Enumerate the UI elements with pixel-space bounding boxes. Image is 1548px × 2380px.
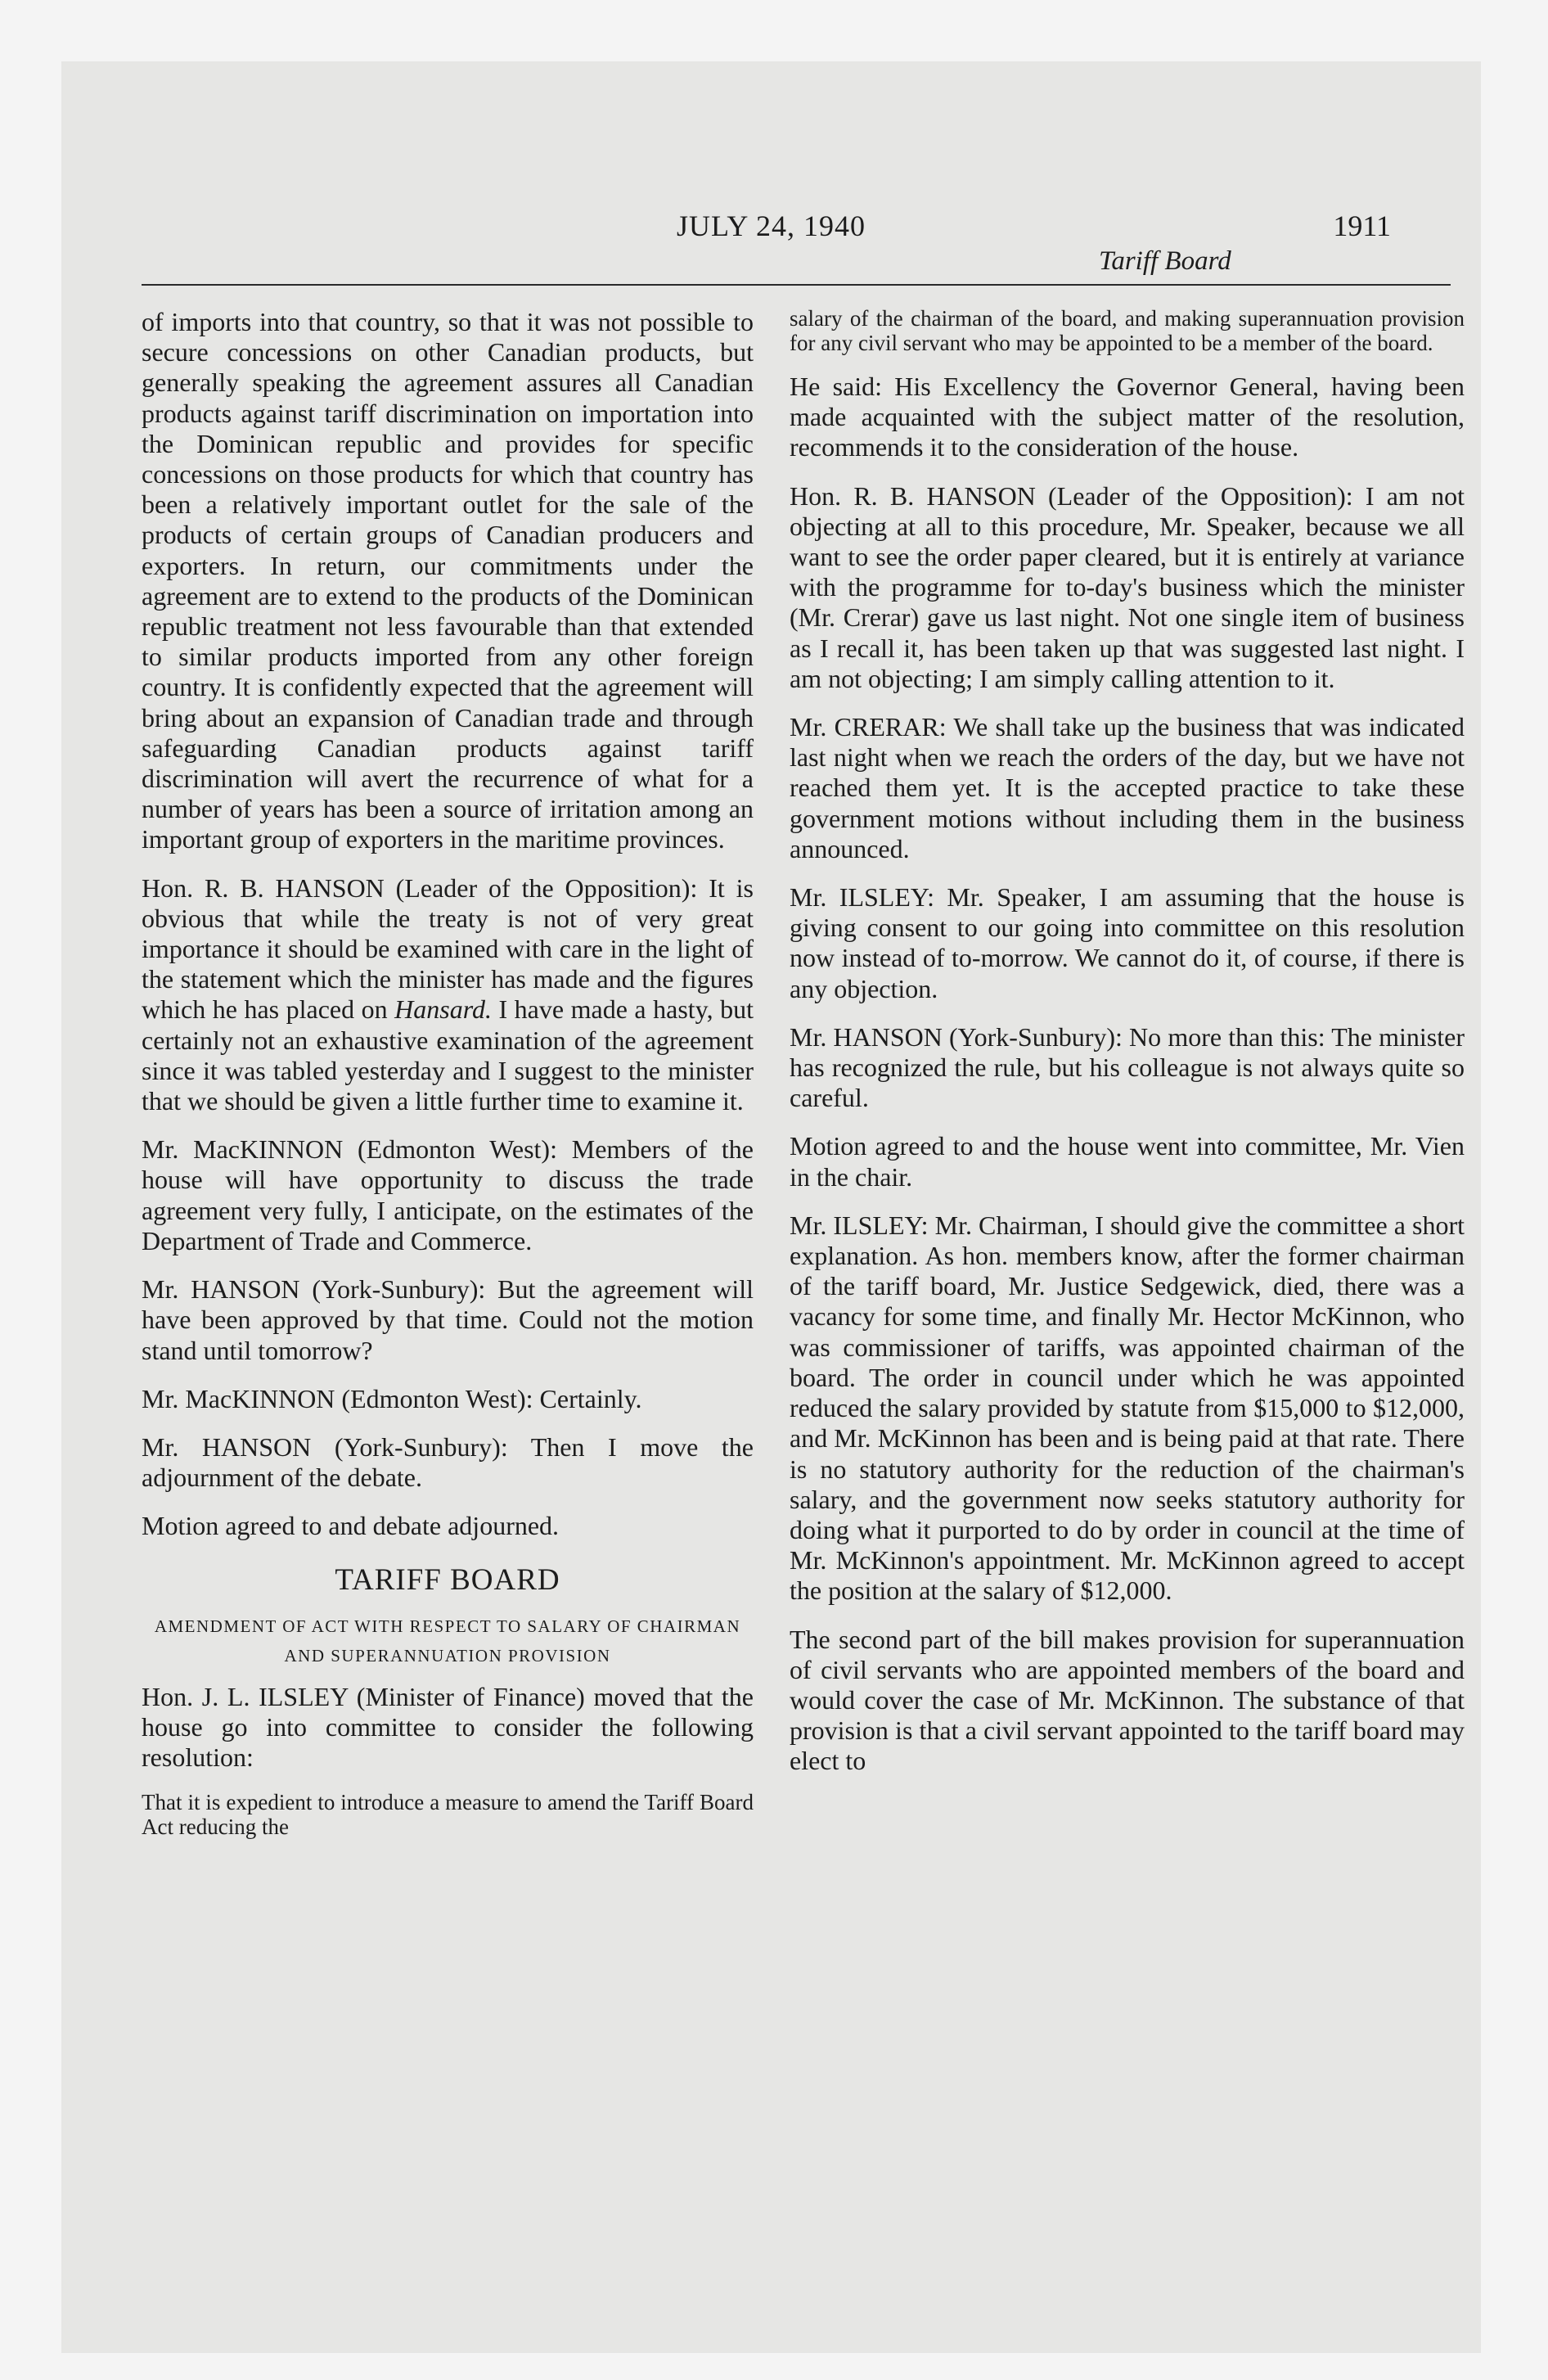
paragraph: He said: His Excellency the Governor General, having been made acquainted with the subject matter of the resolution, recommends it to the consideration of the house.: [790, 372, 1465, 462]
paragraph: Motion agreed to and debate adjourned.: [142, 1511, 560, 1541]
resolution-quote: That it is expedient to introduce a measure to amend the Tariff Board Act reducing the: [142, 1790, 754, 1839]
paragraph: Mr. HANSON (York-Sunbury): No more than this: The minister has recognized the rule, but his colleague is not always quite so careful.: [790, 1021, 1465, 1113]
paragraph: Mr. MacKINNON (Edmonton West): Members of the house will have opportunity to discuss the trade agreement very fully, I anticipate, on the estimates of the Department of Trade and Commerce.: [142, 1134, 754, 1255]
paragraph: Motion agreed to and the house went into committee, Mr. Vien in the chair.: [790, 1131, 1465, 1192]
paragraph: Mr. CRERAR: We shall take up the business that was indicated last night when we reach the orders of the day, but we have not reached them yet. It is the accepted practice to take these government motions without including them in the business announced.: [790, 712, 1465, 863]
resolution-quote-continued: salary of the chairman of the board, and making superannuation provision for any civil servant who may be appointed to be a member of the board.: [790, 306, 1465, 355]
header-rule: [142, 284, 1451, 286]
section-title: Tariff Board: [1099, 246, 1231, 276]
paragraph: of imports into that country, so that it was not possible to secure concessions on other Canadian products, but generally speaking the agreement assures all Canadian products against tariff discrimination on importation into the Dominican republic and provides for specific concessions on those products for which that country has been a relatively important outlet for the sale of the products of certain groups of Canadian producers and exporters. In return, our commitments under the agreement are to extend to the products of the Dominican republic treatment not less favourable than that extended to similar products imported from any other foreign country. It is confidently expected that the agreement will bring about an expansion of Canadian trade and through safeguarding Canadian products against tariff discrimination will avert the recurrence of what for a number of years has been a source of irritation among an important group of exporters in the maritime provinces.: [142, 307, 754, 854]
paragraph: Mr. ILSLEY: Mr. Speaker, I am assuming that the house is giving consent to our going into committee on this resolution now instead of to-morrow. We cannot do it, of course, if there is any objection.: [790, 882, 1465, 1003]
document-page: [61, 61, 1481, 2353]
page-number: 1911: [1333, 210, 1391, 242]
page-header: [61, 209, 1481, 274]
paragraph: Mr. MacKINNON (Edmonton West): Certainly.: [142, 1383, 642, 1413]
section-subheading: AMENDMENT OF ACT WITH RESPECT TO SALARY OF CHAIRMAN AND SUPERANNUATION PROVISION: [154, 1616, 741, 1666]
header-date: JULY 24, 1940: [676, 210, 866, 242]
paragraph-hanson: [142, 873, 754, 1117]
paragraph: Mr. ILSLEY: Mr. Chairman, I should give the committee a short explanation. As hon. members know, after the former chairman of the tariff board, Mr. Justice Sedgewick, died, there was a vacancy for some time, and finally Mr. Hector McKinnon, who was commissioner of tariffs, was appointed chairman of the board. The order in council under which he was appointed reduced the salary provided by statute from $15,000 to $12,000, and Mr. McKinnon has been and is being paid at that rate. There is no statutory authority for the reduction of the chairman's salary, and the government now seeks statutory authority for doing what it purported to do by order in council at the time of Mr. McKinnon's appointment. Mr. McKinnon agreed to accept the position at the salary of $12,000.: [790, 1210, 1465, 1606]
text-run: I have made a hasty, but certainly not an exhaustive examination of the agreement since it was tabled yesterday and I suggest to the minister that we should be given a little further time to examine it.: [142, 994, 754, 1116]
right-column: [790, 307, 1465, 1795]
paragraph: Mr. HANSON (York-Sunbury): Then I move the adjournment of the debate.: [142, 1431, 754, 1493]
paragraph: Hon. R. B. HANSON (Leader of the Opposition): I am not objecting at all to this procedure, Mr. Speaker, because we all want to see the order paper cleared, but it is entirely at variance with the programme for to-day's business which the minister (Mr. Crerar) gave us last night. Not one single item of business as I recall it, has been taken up that was suggested last night. I am not objecting; I am simply calling attention to it.: [790, 480, 1465, 693]
paragraph: Hon. J. L. ILSLEY (Minister of Finance) moved that the house go into committee to consider the following resolution:: [142, 1681, 754, 1773]
text-run: Hon. R. B. HANSON (Leader of the Opposition): It is obvious that while the treaty is not of very great importance it should be examined with care in the light of the statement which the minister has made and the figures which he has placed on: [142, 872, 754, 1025]
paragraph: The second part of the bill makes provision for superannuation of civil servants who are appointed members of the board and would cover the case of Mr. McKinnon. The substance of that provision is that a civil servant appointed to the tariff board may elect to: [790, 1624, 1465, 1776]
italic-run: Hansard.: [394, 994, 492, 1025]
left-column: [142, 307, 754, 1839]
paragraph: Mr. HANSON (York-Sunbury): But the agreement will have been approved by that time. Could not the motion stand until tomorrow?: [142, 1274, 754, 1365]
section-heading: TARIFF BOARD: [335, 1562, 560, 1597]
